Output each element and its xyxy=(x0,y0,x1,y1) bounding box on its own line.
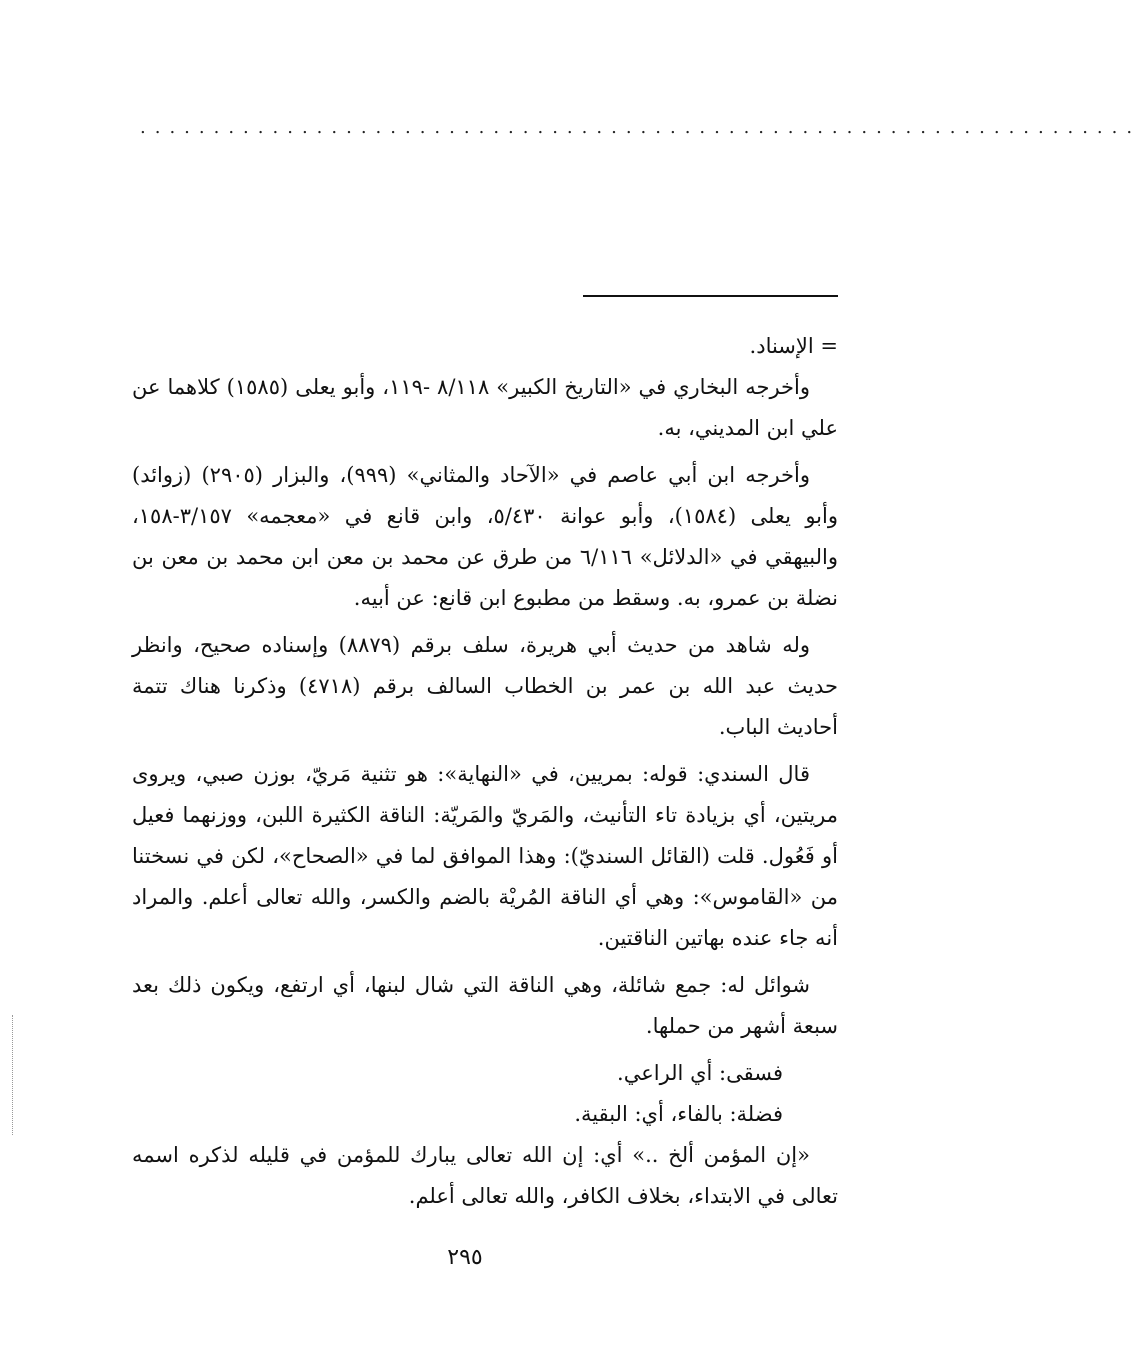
paragraph-shahid: وله شاهد من حديث أبي هريرة، سلف برقم (٨٨٧٩) وإسناده صحيح، وانظر حديث عبد الله بن عمر بن الخطاب السالف برقم (٤٧١٨) وذكرنا هناك تتمة أحاديث الباب. xyxy=(132,633,838,739)
dotted-separator: .................................................................... xyxy=(140,117,1141,138)
scan-edge-mark xyxy=(12,1015,15,1135)
paragraph-fadla: فضلة: بالفاء، أي: البقية. xyxy=(574,1102,783,1126)
paragraph-bukhari: وأخرجه البخاري في «التاريخ الكبير» ٨/١١٨ -١١٩، وأبو يعلى (١٥٨٥) كلاهما عن علي ابن المديني، به. xyxy=(132,375,838,440)
paragraph-fasaqa: فسقى: أي الراعي. xyxy=(617,1061,783,1085)
paragraph-isnad: = الإسناد. xyxy=(749,334,838,358)
footnote-rule xyxy=(583,295,838,297)
paragraph-mumin: «إن المؤمن ألخ ..» أي: إن الله تعالى يبارك للمؤمن في قليله لذكره اسمه تعالى في الابتداء، بخلاف الكافر، والله تعالى أعلم. xyxy=(132,1143,838,1208)
paragraph-shawail: شوائل له: جمع شائلة، وهي الناقة التي شال لبنها، أي ارتفع، ويكون ذلك بعد سبعة أشهر من حملها. xyxy=(132,973,838,1038)
paragraph-sindi: قال السندي: قوله: بمريين، في «النهاية»: هو تثنية مَريّ، بوزن صبي، ويروى مريتين، أي بزيادة تاء التأنيث، والمَريّ والمَريّة: الناقة الكثيرة اللبن، ووزنهما فعيل أو فَعُول. قلت (القائل السنديّ): وهذا الموافق لما في «الصحاح»، لكن في نسختنا من «القاموس»: وهي أي الناقة المُريْة بالضم والكسر، والله تعالى أعلم. والمراد أنه جاء عنده بهاتين الناقتين. xyxy=(132,762,838,950)
paragraph-ibn-abi-asim: وأخرجه ابن أبي عاصم في «الآحاد والمثاني» (٩٩٩)، والبزار (٢٩٠٥) (زوائد) وأبو يعلى (١٥٨٤)، وأبو عوانة ٥/٤٣٠، وابن قانع في «معجمه» ٣/١٥٧-١٥٨، والبيهقي في «الدلائل» ٦/١١٦ من طرق عن محمد بن معن ابن محمد بن معن بن نضلة بن عمرو، به. وسقط من مطبوع ابن قانع: عن أبيه. xyxy=(132,463,838,610)
page-number: ٢٩٥ xyxy=(447,1245,483,1270)
footnote-text xyxy=(132,326,838,1223)
